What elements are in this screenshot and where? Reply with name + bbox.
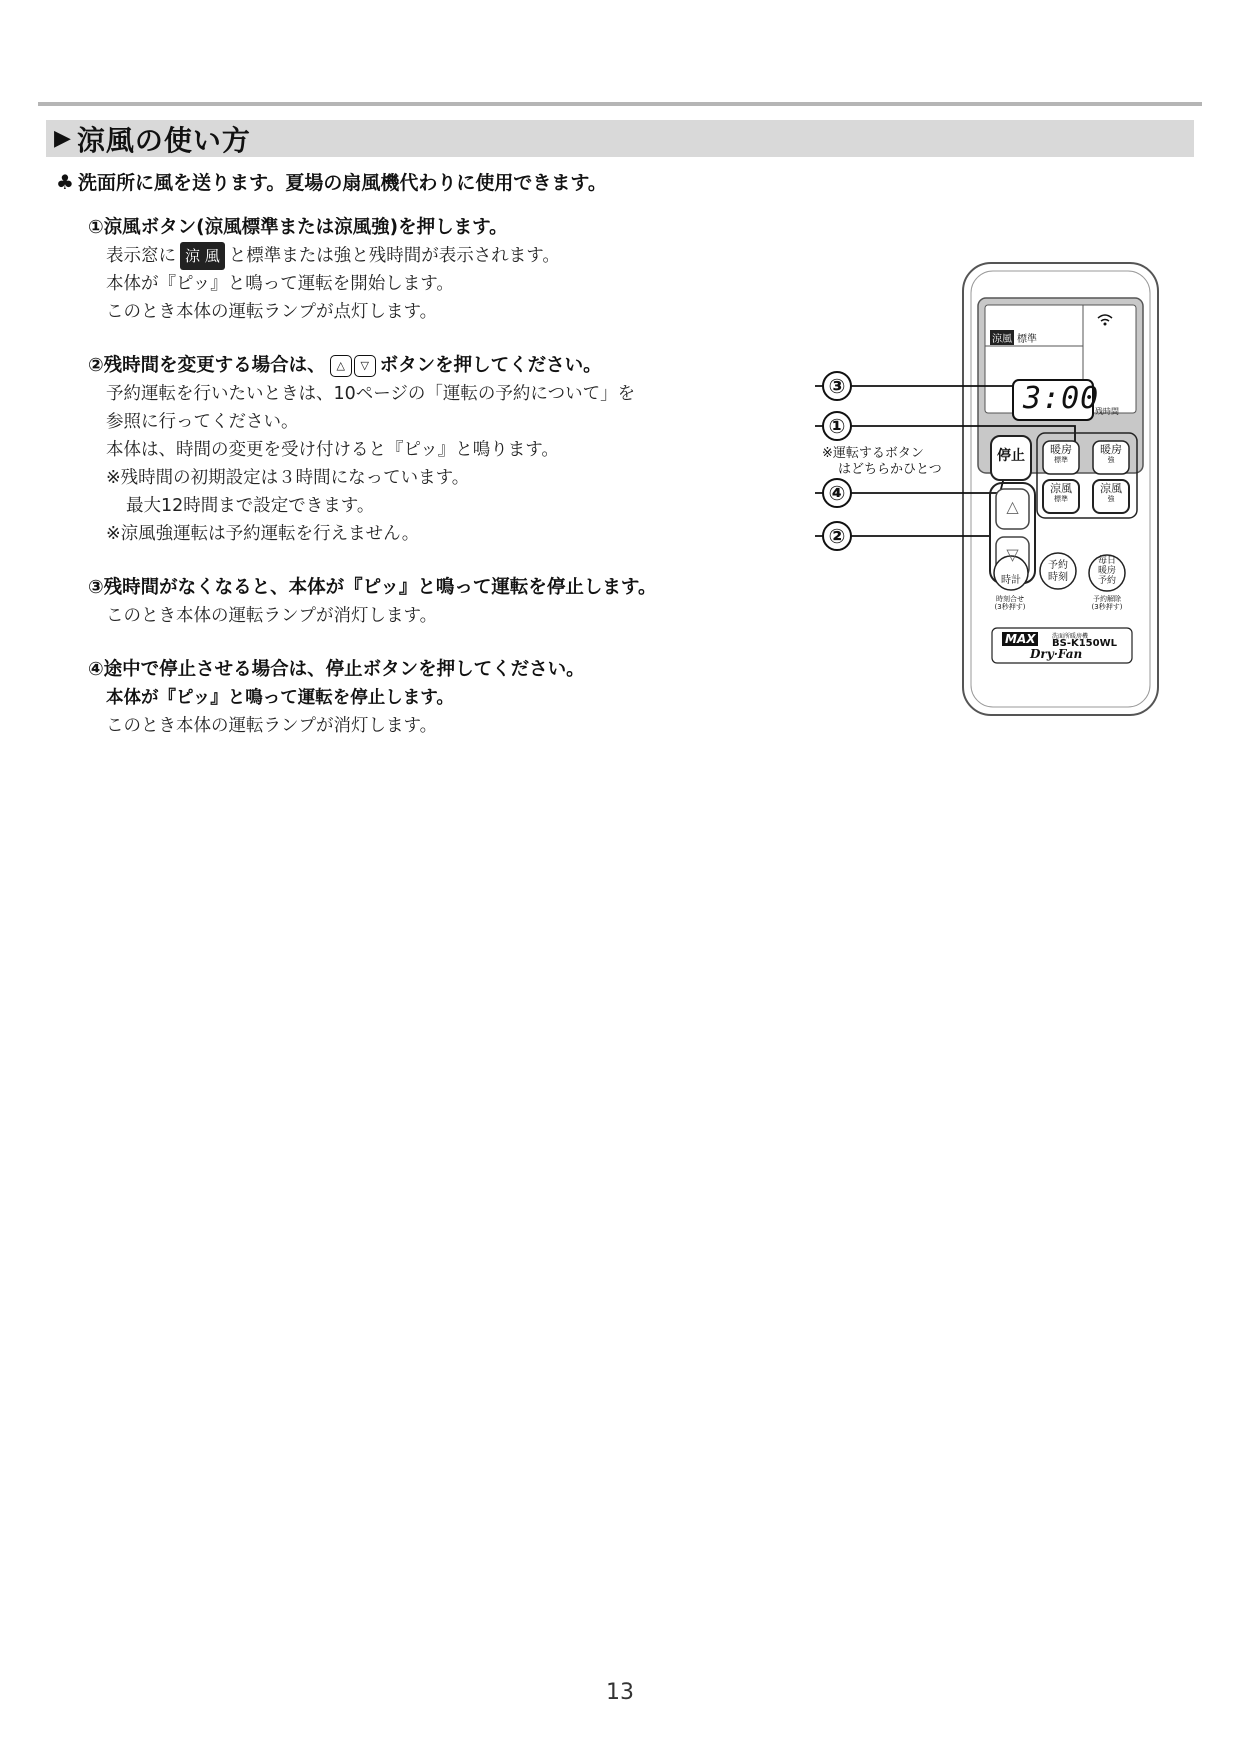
step-3-heading: ③残時間がなくなると、本体が『ピッ』と鳴って運転を停止します。 xyxy=(88,577,657,598)
step-1-heading: ①涼風ボタン(涼風標準または涼風強)を押します。 xyxy=(88,217,508,238)
callout-4: ④ xyxy=(822,478,852,508)
cool-mode-badge: 涼 風 xyxy=(180,242,225,270)
series-name: Dry·Fan xyxy=(1030,647,1083,661)
steps xyxy=(88,214,728,766)
callout-1: ① xyxy=(822,411,852,441)
intro xyxy=(56,168,607,195)
club-marker: ♣ xyxy=(56,169,74,194)
step-2-heading: ②残時間を変更する場合は、 △ ▽ ボタンを押してください。 xyxy=(88,355,602,376)
cool-strong-button[interactable]: 涼風 強 xyxy=(1100,482,1122,503)
up-button[interactable]: △ xyxy=(1006,497,1019,516)
step-2-line-1: 予約運転を行いたいときは、10ページの「運転の予約について」を xyxy=(106,384,636,404)
daily-heat-reserve-button[interactable]: 毎日 暖房 予約 xyxy=(1097,556,1116,586)
down-button[interactable]: ▽ xyxy=(1006,545,1019,564)
stop-button[interactable]: 停止 xyxy=(997,448,1025,464)
lcd-mode-badge: 涼風 xyxy=(990,330,1014,345)
brand-logo: MAX xyxy=(1002,632,1038,646)
step-1-line-2: 本体が『ピッ』と鳴って運転を開始します。 xyxy=(106,274,454,294)
step-2-line-3: 本体は、時間の変更を受け付けると『ピッ』と鳴ります。 xyxy=(106,440,559,460)
up-down-buttons-icon xyxy=(330,355,376,377)
step-2-line-2: 参照に行ってください。 xyxy=(106,412,299,432)
callout-3: ③ xyxy=(822,371,852,401)
reserve-time-button[interactable]: 予約 時刻 xyxy=(1048,560,1068,583)
step-4-line-1: 本体が『ピッ』と鳴って運転を停止します。 xyxy=(106,688,454,708)
lcd-mode-text: 標準 xyxy=(1017,334,1037,345)
callout-2: ② xyxy=(822,521,852,551)
step-1-line-1: 表示窓に 涼 風 と標準または強と残時間が表示されます。 xyxy=(88,242,728,270)
step-4 xyxy=(88,656,728,740)
up-arrow-icon: △ xyxy=(330,355,352,377)
section-heading xyxy=(46,120,1194,157)
step-1 xyxy=(88,214,728,326)
step-4-heading: ④途中で停止させる場合は、停止ボタンを押してください。 xyxy=(88,659,585,680)
step-3-line-1: このとき本体の運転ランプが消灯します。 xyxy=(106,606,438,626)
remote-control-illustration xyxy=(815,258,1165,728)
clock-button-note: 時刻合せ (3秒押す) xyxy=(994,595,1026,611)
intro-text: 洗面所に風を送ります。夏場の扇風機代わりに使用できます。 xyxy=(77,172,607,194)
step-2-line-5: 最大12時間まで設定できます。 xyxy=(126,496,375,516)
triangle-marker: ▶ xyxy=(54,125,71,151)
model-number: BS-K150WL xyxy=(1052,638,1117,649)
daily-button-note: 予約解除 (3秒押す) xyxy=(1091,595,1123,611)
step-2-line-6: ※涼風強運転は予約運転を行えません。 xyxy=(106,524,420,544)
step-3 xyxy=(88,574,728,630)
step-4-line-2: このとき本体の運転ランプが消灯します。 xyxy=(106,716,438,736)
top-rule xyxy=(38,102,1202,106)
lcd-unit: 残時間 xyxy=(1095,407,1119,416)
step-1-line-3: このとき本体の運転ランプが点灯します。 xyxy=(106,302,438,322)
lcd-time: 3:00 xyxy=(1023,381,1100,416)
lcd-mode xyxy=(990,330,1037,345)
heat-strong-button[interactable]: 暖房 強 xyxy=(1100,443,1122,464)
cool-standard-button[interactable]: 涼風 標準 xyxy=(1050,482,1072,503)
clock-button[interactable]: 時計 xyxy=(1001,575,1021,586)
brand-type: 洗面所暖房機 xyxy=(1052,633,1089,640)
section-title: 涼風の使い方 xyxy=(76,123,251,157)
heat-standard-button[interactable]: 暖房 標準 xyxy=(1050,443,1072,464)
note-line-1: ※運転するボタン xyxy=(822,446,924,461)
step-2-line-4: ※残時間の初期設定は３時間になっています。 xyxy=(106,468,470,488)
page-number: 13 xyxy=(606,1680,634,1705)
down-arrow-icon: ▽ xyxy=(354,355,376,377)
step-2 xyxy=(88,352,728,548)
note-line-2: はどちらかひとつ xyxy=(838,462,942,477)
